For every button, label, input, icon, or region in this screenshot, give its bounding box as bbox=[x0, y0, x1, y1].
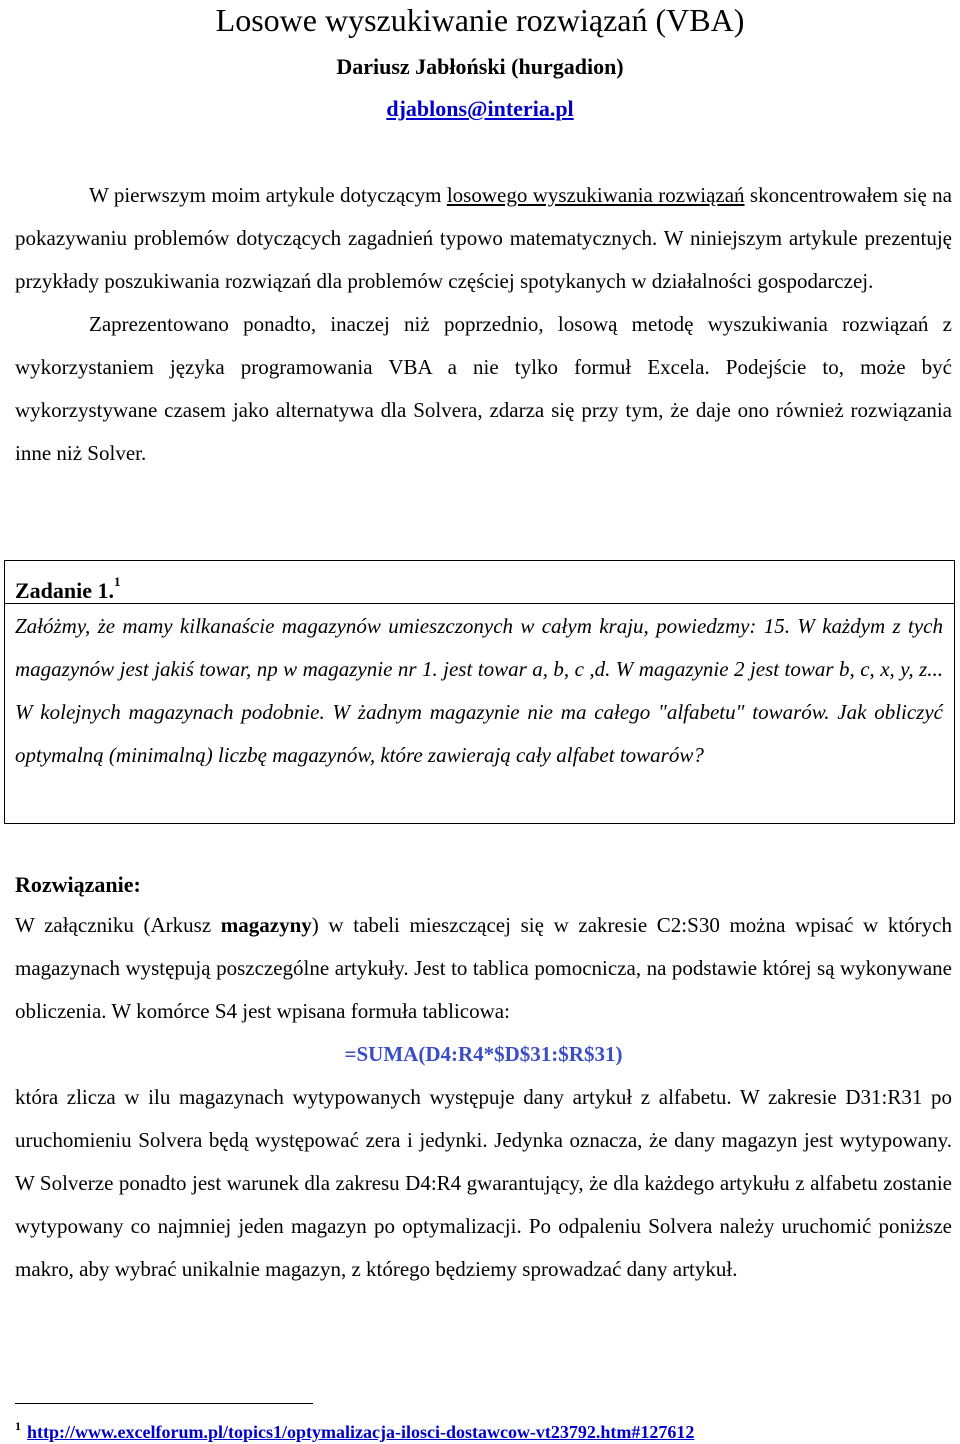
author-name: Dariusz Jabłoński (hurgadion) bbox=[336, 54, 624, 79]
array-formula: =SUMA(D4:R4*$D$31:$R$31) bbox=[344, 1042, 623, 1066]
intro-section bbox=[15, 174, 952, 475]
intro-paragraph-1 bbox=[15, 174, 952, 303]
solution-p1-start: W załączniku (Arkusz bbox=[15, 913, 221, 937]
footnote-reference[interactable]: 1 bbox=[114, 574, 121, 589]
document-title: Losowe wyszukiwanie rozwiązań (VBA) bbox=[215, 2, 745, 38]
task-title-text: Zadanie 1. bbox=[15, 578, 115, 603]
intro-paragraph-2: Zaprezentowano ponadto, inaczej niż poprzednio, losową metodę wyszukiwania rozwiązań z wykorzystaniem języka programowania VBA a nie tylko formuł Excela. Podejście to, może być wykorzystywane czasem jako alternatywa dla Solvera, zdarza się przy tym, że daje ono również rozwiązania inne niż Solver. bbox=[15, 312, 952, 465]
footnote-divider bbox=[15, 1403, 313, 1404]
sheet-name: magazyny bbox=[220, 913, 312, 937]
task-box bbox=[4, 560, 955, 824]
footnote-link[interactable]: http://www.excelforum.pl/topics1/optymalizacja-ilosci-dostawcow-vt23792.htm#127612 bbox=[27, 1422, 695, 1442]
author-email-link[interactable]: djablons@interia.pl bbox=[386, 96, 574, 121]
solution-paragraph-1 bbox=[15, 904, 952, 1033]
intro-p1-end: skoncentrowałem się na pokazywaniu problemów dotyczących zagadnień typowo matematycznych. W niniejszym artykule prezentuję przykłady poszukiwania rozwiązań dla problemów częściej spotykanych w działalności gospodarczej. bbox=[15, 183, 952, 293]
footnote-number: 1 bbox=[15, 1419, 21, 1433]
task-description: Załóżmy, że mamy kilkanaście magazynów umieszczonych w całym kraju, powiedzmy: 15. W każdym z tych magazynów jest jakiś towar, np w magazynie nr 1. jest towar a, b, c ,d. W magazynie 2 jest towar b, c, x, y, z... W kolejnych magazynach podobnie. W żadnym magazynie nie ma całego "alfabetu" towarów. Jak obliczyć optymalną (minimalną) liczbę magazynów, które zawierają cały alfabet towarów? bbox=[15, 614, 943, 767]
task-divider bbox=[5, 603, 954, 604]
previous-article-link[interactable]: losowego wyszukiwania rozwiązań bbox=[446, 183, 745, 207]
solution-p1-end: ) w tabeli mieszczącej się w zakresie C2:S30 można wpisać w których magazynach występują poszczególne artykuły. Jest to tablica pomocnicza, na podstawie której są wykonywane obliczenia. W komórce S4 jest wpisana formuła tablicowa: bbox=[15, 913, 952, 1023]
author-email-line bbox=[0, 94, 960, 124]
solution-heading: Rozwiązanie: bbox=[15, 872, 141, 897]
intro-p1-start: W pierwszym moim artykule dotyczącym bbox=[89, 183, 447, 207]
solution-section bbox=[15, 904, 952, 1291]
solution-paragraph-2: która zlicza w ilu magazynach wytypowanych występuje dany artykuł z alfabetu. W zakresie D31:R31 po uruchomieniu Solvera będą występować zera i jedynki. Jedynka oznacza, że dany magazyn jest wytypowany. W Solverze ponadto jest warunek dla zakresu D4:R4 gwarantujący, że dla każdego artykułu z alfabetu zostanie wytypowany co najmniej jeden magazyn po optymalizacji. Po odpaleniu Solvera należy uruchomić poniższe makro, aby wybrać unikalnie magazyn, z którego będziemy sprowadzać dany artykuł. bbox=[15, 1085, 952, 1281]
footnote bbox=[15, 1414, 694, 1444]
task-title bbox=[15, 567, 121, 606]
